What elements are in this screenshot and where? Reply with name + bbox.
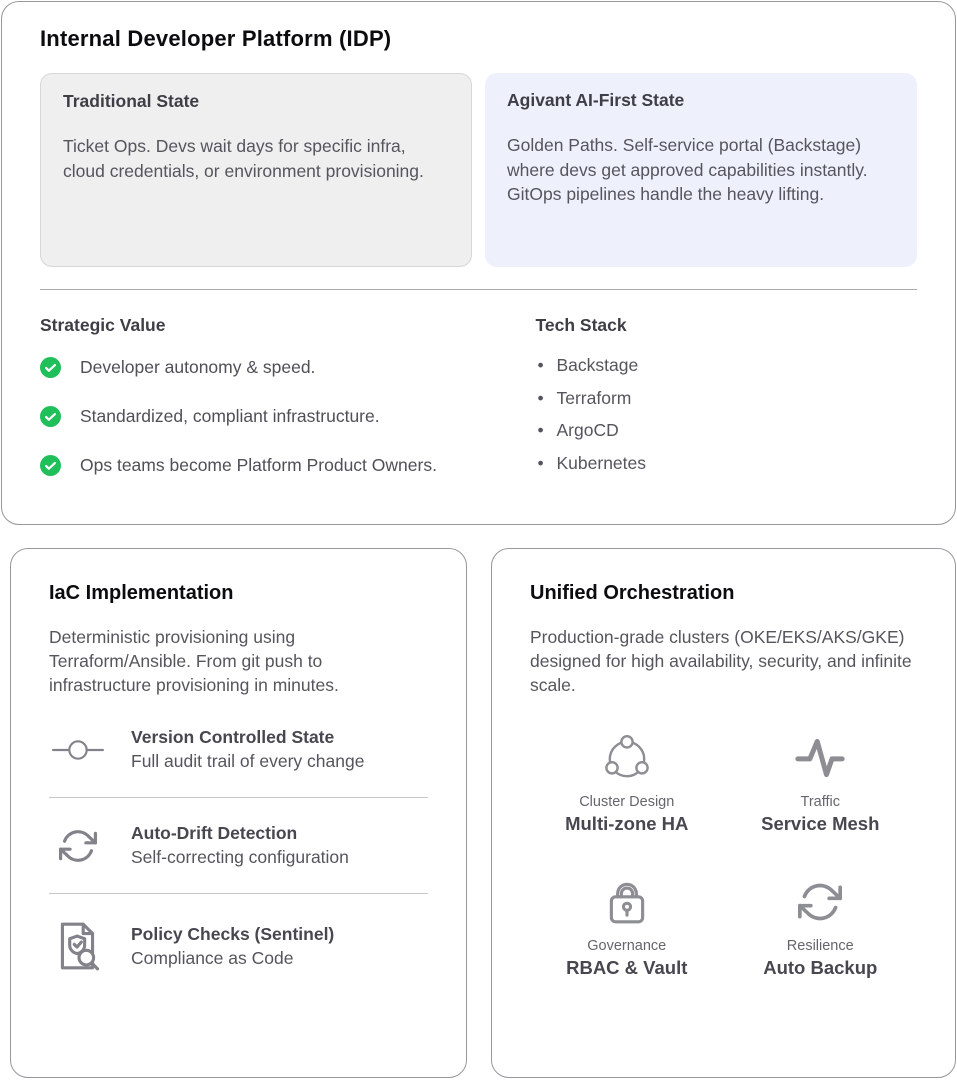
feature-row (49, 919, 428, 973)
tile-label: Traffic (800, 794, 840, 810)
unified-orchestration-card (491, 548, 956, 1078)
tile-label: Resilience (786, 938, 854, 954)
orchestration-body: Production-grade clusters (OKE/EKS/AKS/GKE) designed for high availability, security, and infinite scale. (530, 627, 912, 695)
cluster-nodes-icon (530, 733, 724, 783)
traditional-state-body: Ticket Ops. Devs wait days for specific infra, cloud credentials, or environment provisioning. (63, 136, 424, 181)
tile-value: Auto Backup (763, 957, 878, 978)
feature-texts (131, 924, 334, 969)
list-item: • Backstage (536, 355, 917, 376)
list-item (40, 355, 536, 379)
list-item (40, 453, 536, 477)
value-columns (40, 315, 917, 502)
feature-row (49, 727, 428, 772)
iac-body: Deterministic provisioning using Terraform/Ansible. From git push to infrastructure provisioning in minutes. (49, 627, 339, 695)
ai-first-state-card (485, 73, 917, 267)
feature-title: Version Controlled State (131, 727, 335, 747)
check-circle-icon (40, 406, 61, 427)
tech-stack-list (536, 355, 917, 474)
tile-resilience (724, 877, 918, 979)
tile-label: Governance (587, 938, 667, 954)
tile-value: RBAC & Vault (566, 957, 688, 978)
bottom-cards-row (10, 548, 956, 1078)
pulse-icon (724, 733, 918, 783)
strategic-value-column (40, 315, 536, 502)
list-item-text: Ops teams become Platform Product Owners. (80, 455, 437, 475)
check-circle-icon (40, 455, 61, 476)
feature-title: Policy Checks (Sentinel) (131, 923, 335, 944)
iac-feature-list (49, 727, 428, 973)
orchestration-title: Unified Orchestration (530, 582, 735, 604)
tech-stack-column (536, 315, 917, 502)
list-item: • Terraform (536, 388, 917, 409)
sync-arrows-icon (724, 877, 918, 927)
traditional-state-title: Traditional State (63, 91, 200, 111)
idp-overview-card (1, 1, 956, 525)
feature-subtitle: Compliance as Code (131, 947, 294, 968)
strategic-value-title: Strategic Value (40, 315, 166, 335)
tile-value: Service Mesh (761, 813, 880, 834)
traditional-state-card (40, 73, 472, 267)
tile-traffic (724, 733, 918, 835)
ai-first-state-title: Agivant AI-First State (507, 90, 685, 110)
section-divider (40, 289, 917, 290)
list-item: • ArgoCD (536, 420, 917, 441)
list-item (40, 404, 536, 428)
iac-title: IaC Implementation (49, 582, 234, 604)
feature-title: Auto-Drift Detection (131, 823, 298, 843)
iac-implementation-card (10, 548, 467, 1078)
list-item-text: Standardized, compliant infrastructure. (80, 406, 380, 426)
feature-divider (49, 797, 428, 798)
padlock-icon (530, 877, 724, 927)
tile-value: Multi-zone HA (565, 813, 689, 834)
feature-divider (49, 893, 428, 894)
page-title: Internal Developer Platform (IDP) (40, 26, 392, 51)
check-circle-icon (40, 357, 61, 378)
feature-texts (131, 823, 349, 868)
list-item: • Kubernetes (536, 453, 917, 474)
feature-texts (131, 727, 364, 772)
tile-label: Cluster Design (579, 794, 675, 810)
tile-cluster-design (530, 733, 724, 835)
list-item-text: Developer autonomy & speed. (80, 357, 316, 377)
tech-stack-title: Tech Stack (535, 315, 627, 335)
policy-scan-icon (49, 919, 107, 973)
feature-subtitle: Self-correcting configuration (131, 847, 349, 867)
state-comparison (40, 73, 917, 267)
git-commit-icon (49, 737, 107, 763)
strategic-value-list (40, 355, 536, 477)
tile-governance (530, 877, 724, 979)
feature-row (49, 823, 428, 868)
feature-subtitle: Full audit trail of every change (131, 751, 365, 771)
orchestration-tile-grid (530, 733, 917, 979)
sync-arrows-icon (49, 827, 107, 865)
ai-first-state-body: Golden Paths. Self-service portal (Backstage) where devs get approved capabilities instantly. GitOps pipelines handle the heavy lifting. (507, 135, 868, 204)
